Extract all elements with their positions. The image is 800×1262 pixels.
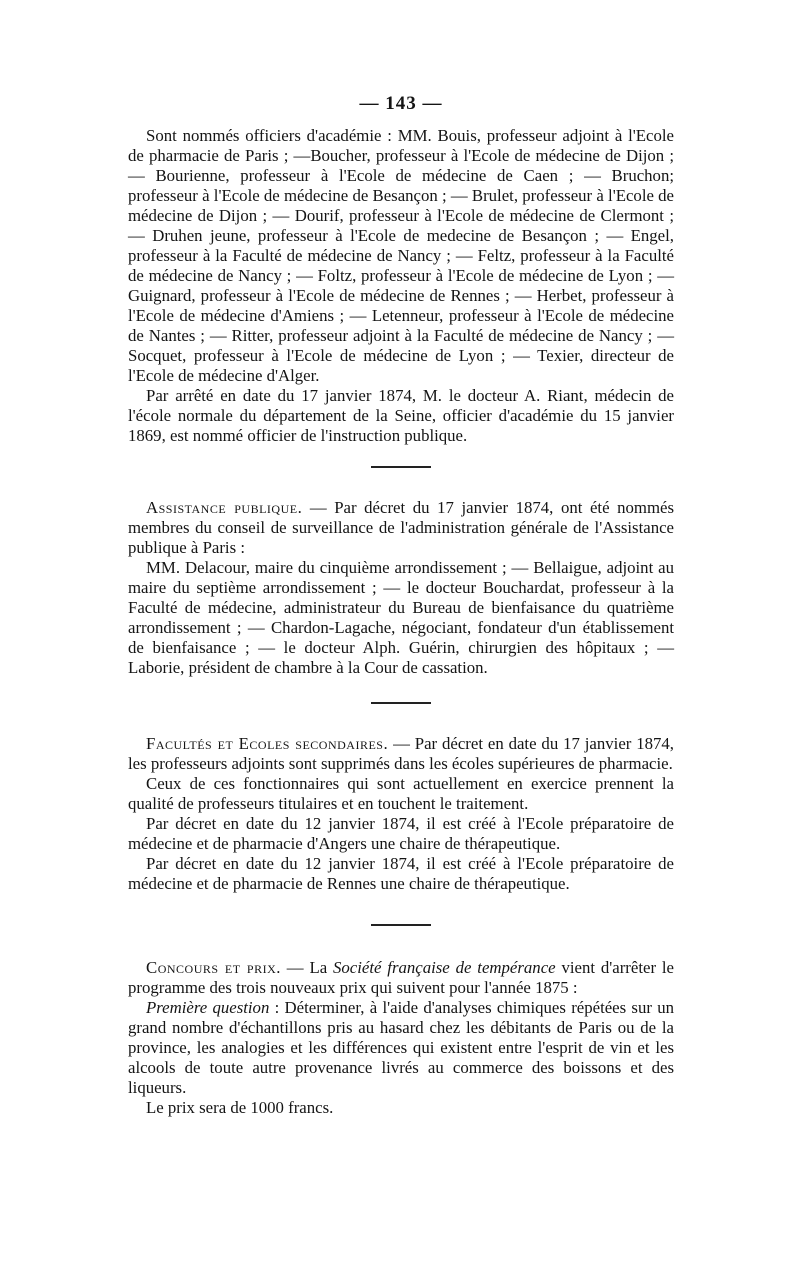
paragraph-concours-intro: Concours et prix. — La Société française de tempérance vient d'arrêter le programme des trois nouveaux prix qui suivent pour l'année 1875 : [128, 958, 675, 997]
paragraph-assistance-members: MM. Delacour, maire du cinquième arrondissement ; — Bellaigue, adjoint au maire du septième arrondissement ; — le docteur Bouchardat, professeur à la Faculté de médecine, administrateur du Bureau de bienfaisance du quatrième arrondissement ; — Chardon-Lagache, négociant, fondateur d'un établissement de bienfaisance ; — le docteur Alph. Guérin, chirurgien des hôpitaux ; — Laborie, président de chambre à la Cour de cassation. [128, 558, 674, 677]
section-heading-facultes: Facultés et Ecoles secondaires. [146, 734, 389, 753]
section-divider [371, 466, 431, 468]
paragraph-facultes-intro: Facultés et Ecoles secondaires. — Par décret en date du 17 janvier 1874, les professeurs adjoints sont supprimés dans les écoles supérieures de pharmacie. [128, 734, 674, 773]
paragraph-angers-chaire: Par décret en date du 12 janvier 1874, il est créé à l'Ecole préparatoire de médecine et de pharmacie d'Angers une chaire de thérapeutique. [128, 814, 674, 853]
paragraph-premiere-question: Première question : Déterminer, à l'aide d'analyses chimiques répétées sur un grand nombre d'échantillons pris au hasard chez les débitants de Paris ou de la province, les analogies et les différences qui existent entre l'esprit de vin et les alcools de toute autre provenance livrés au commerce des boissons et des liqueurs. [128, 998, 674, 1097]
paragraph-academie-appointments: Sont nommés officiers d'académie : MM. Bouis, professeur adjoint à l'Ecole de pharmacie de Paris ; —Boucher, professeur à l'Ecole de médecine de Dijon ; — Bourienne, professeur à l'Ecole de médecine de Caen ; — Bruchon; professeur à l'Ecole de médecine de Besançon ; — Brulet, professeur à l'Ecole de médecine de Dijon ; — Dourif, professeur à l'Ecole de médecine de Clermont ; — Druhen jeune, professeur à l'Ecole de medecine de Besançon ; — Engel, professeur à la Faculté de médecine de Nancy ; — Feltz, professeur à la Faculté de médecine de Nancy ; — Foltz, professeur à l'Ecole de médecine de Lyon ; — Guignard, professeur à l'Ecole de médecine de Rennes ; — Herbet, professeur à l'Ecole de médecine d'Amiens ; — Letenneur, professeur à l'Ecole de médecine de Nantes ; — Ritter, professeur adjoint à la Faculté de médecine de Nancy ; — Socquet, professeur à l'Ecole de médecine de Lyon ; — Texier, directeur de l'Ecole de médecine d'Alger. [128, 126, 674, 385]
paragraph-riant-appointment: Par arrêté en date du 17 janvier 1874, M. le docteur A. Riant, médecin de l'école normale du département de la Seine, officier d'académie du 15 janvier 1869, est nommé officier de l'instruction publique. [128, 386, 674, 445]
section-heading-concours: Concours et prix. [146, 958, 281, 977]
page-number: — 143 — [359, 93, 443, 114]
paragraph-assistance-intro: Assistance publique. — Par décret du 17 janvier 1874, ont été nommés membres du conseil de surveillance de l'administration générale de l'Assistance publique à Paris : [128, 498, 674, 557]
paragraph-rennes-chaire: Par décret en date du 12 janvier 1874, il est créé à l'Ecole préparatoire de médecine et de pharmacie de Rennes une chaire de thérapeutique. [128, 854, 674, 893]
paragraph-prix: Le prix sera de 1000 francs. [146, 1098, 334, 1117]
section-divider [371, 702, 431, 704]
society-name: Société française de tempérance [333, 958, 556, 977]
question-label: Première question [146, 998, 270, 1017]
section-divider [371, 924, 431, 926]
paragraph-facultes-titulaires: Ceux de ces fonctionnaires qui sont actuellement en exercice prennent la qualité de professeurs titulaires et en touchent le traitement. [128, 774, 674, 813]
page-content [128, 94, 674, 1118]
section-heading-assistance: Assistance publique. [146, 498, 303, 517]
